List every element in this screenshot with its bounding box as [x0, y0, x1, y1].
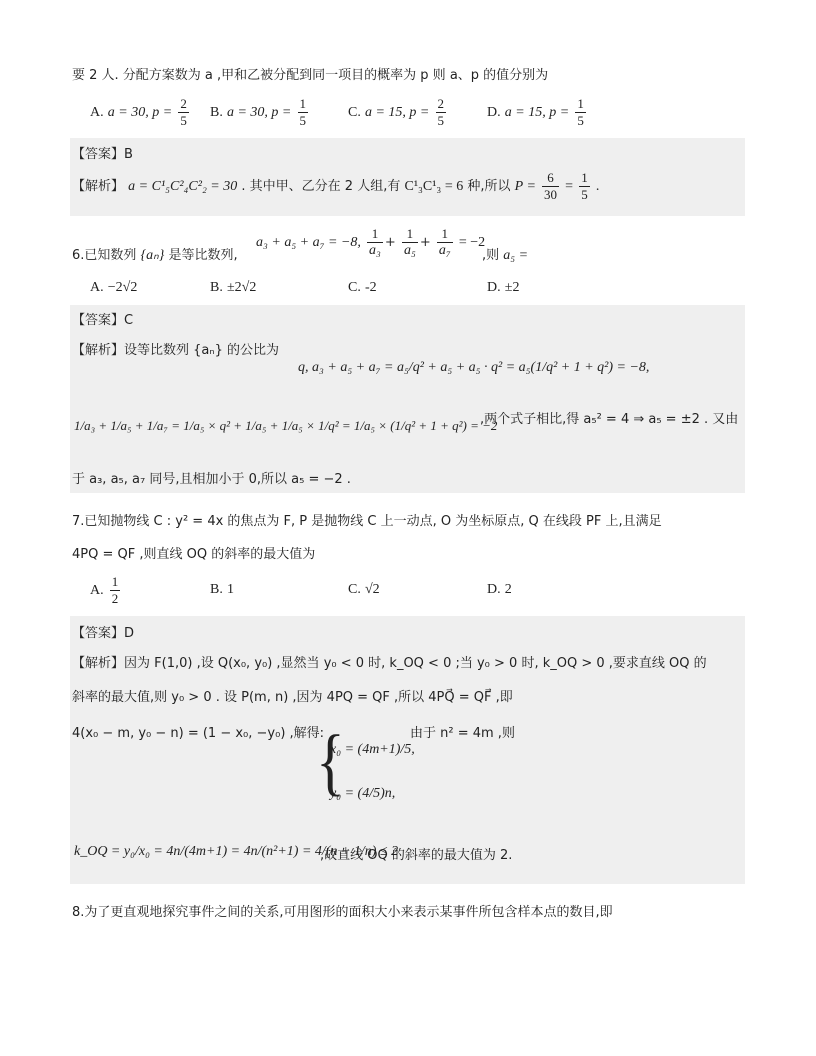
q6-stem: 6.已知数列 {aₙ} 是等比数列, [72, 248, 238, 263]
q7-analysis-line2: 斜率的最大值,则 y₀ > 0 . 设 P(m, n) ,因为 4PQ = QF ,所以 4PQ⃗ = QF⃗ ,即 [72, 690, 513, 705]
q5-analysis: 【解析】 a = C¹₅C²₄C²₂ = 30 . 其中甲、乙分在 2 人组,有 C¹₃C¹₃ = 6 种,所以 P = $\frac{6}{30}$ = $\frac{1}{5}$ . [72, 170, 600, 202]
q5-option-d: D. a = 15, p = $\frac{1}{5}$ [487, 96, 584, 128]
q7-analysis-line4-tail: ,故直线 OQ 的斜率的最大值为 2. [320, 848, 513, 863]
q7-option-b: B. 1 [210, 582, 234, 597]
q7-analysis-line1: 【解析】因为 F(1,0) ,设 Q(x₀, y₀) ,显然当 y₀ < 0 时, k_OQ < 0 ;当 y₀ > 0 时, k_OQ > 0 ,要求直线 OQ 的 [72, 656, 707, 671]
q7-option-d: D. 2 [487, 582, 512, 597]
q6-ask: ,则 a₅ = [482, 248, 529, 263]
q5-option-b: B. a = 30, p = $\frac{1}{5}$ [210, 96, 307, 128]
q6-analysis-line4: 于 a₃, a₅, a₇ 同号,且相加小于 0,所以 a₅ = −2 . [72, 472, 351, 487]
q5-answer: 【答案】B [72, 147, 133, 162]
q6-condition: a₃ + a₅ + a₇ = −8, $\frac{1}{\text{a₃}}$ + $\frac{1}{\text{a₅}}$ + $\frac{1}{\text{a₇}}$ = −2 [256, 226, 486, 258]
q8-stem: 8.为了更直观地探究事件之间的关系,可用图形的面积大小来表示某事件所包含样本点的数目,即 [72, 905, 613, 920]
q6-analysis-line3-tail: ,两个式子相比,得 a₅² = 4 ⇒ a₅ = ±2 . 又由 [480, 412, 739, 427]
q6-analysis-line2: q, a₃ + a₅ + a₇ = a₅/q² + a₅ + a₅ · q² = a₅(1/q² + 1 + q²) = −8, [298, 360, 650, 375]
q6-answer: 【答案】C [72, 313, 134, 328]
q6-option-a: A. −2√2 [90, 280, 138, 295]
q7-analysis-line3: 4(x₀ − m, y₀ − n) = (1 − x₀, −y₀) ,解得: [72, 726, 325, 741]
q7-system-eq1: x₀ = (4m+1)/5, [330, 742, 415, 757]
q7-system-eq2: y₀ = (4/5)n, [330, 786, 396, 801]
q5-option-c: C. a = 15, p = $\frac{2}{5}$ [348, 96, 445, 128]
q5-option-a: A. a = 30, p = $\frac{2}{5}$ [90, 96, 187, 128]
q6-option-d: D. ±2 [487, 280, 520, 295]
q6-solution-band [70, 305, 745, 493]
q7-option-a: A. $\frac{1}{2}$ [90, 574, 119, 606]
q7-answer: 【答案】D [72, 626, 135, 641]
q6-analysis-line1: 【解析】设等比数列 {aₙ} 的公比为 [72, 343, 279, 358]
q6-option-b: B. ±2√2 [210, 280, 257, 295]
q5-stem: 要 2 人. 分配方案数为 a ,甲和乙被分配到同一项目的概率为 p 则 a、p 的值分别为 [72, 68, 549, 83]
q6-analysis-line3: 1/a₃ + 1/a₅ + 1/a₇ = 1/a₅ × q² + 1/a₅ + 1/a₅ × 1/q² = 1/a₅ × (1/q² + 1 + q²) = −2 [74, 418, 498, 433]
q7-option-c: C. √2 [348, 582, 380, 597]
q7-analysis-line4: k_OQ = y₀/x₀ = 4n/(4m+1) = 4n/(n²+1) = 4/(n + 1/n) ≤ 2 [74, 844, 399, 859]
q7-system-brace: { [316, 720, 345, 803]
q7-stem-line2: 4PQ = QF ,则直线 OQ 的斜率的最大值为 [72, 547, 316, 562]
q6-option-c: C. -2 [348, 280, 377, 295]
q7-stem-line1: 7.已知抛物线 C : y² = 4x 的焦点为 F, P 是抛物线 C 上一动点, O 为坐标原点, Q 在线段 PF 上,且满足 [72, 514, 662, 529]
q7-analysis-line3-tail: 由于 n² = 4m ,则 [410, 726, 515, 741]
